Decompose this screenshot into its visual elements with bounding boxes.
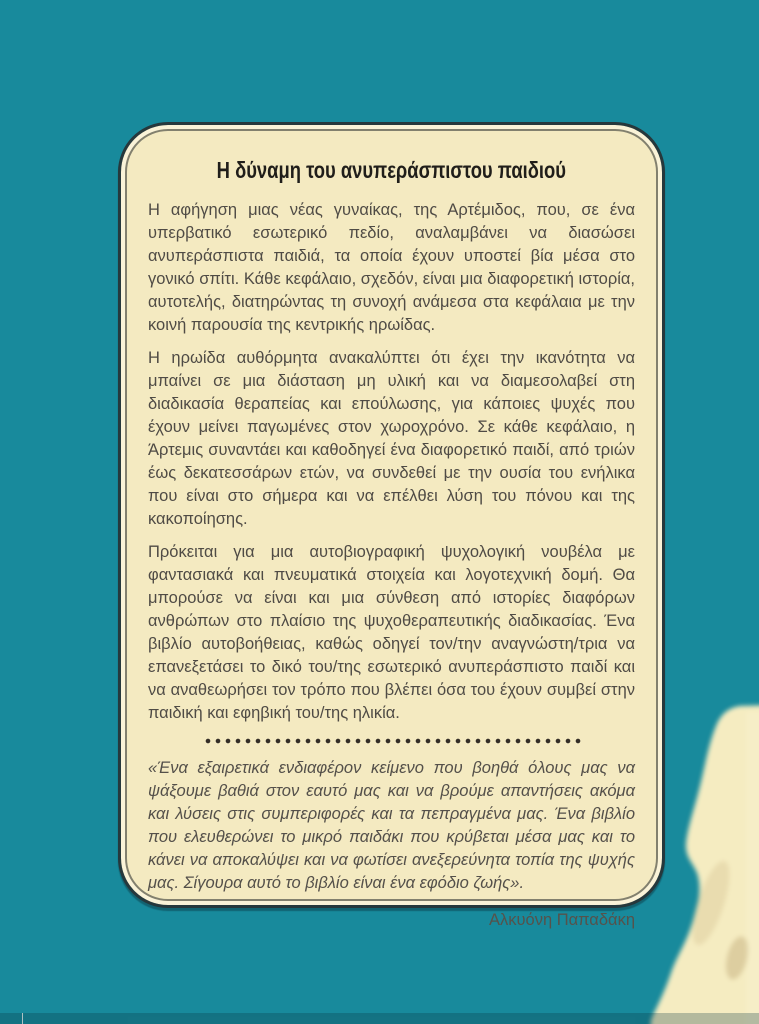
bottom-edge-strip xyxy=(0,1013,759,1024)
blurb-paragraph-1: Η αφήγηση μιας νέας γυναίκας, της Αρτέμιδος, που, σε ένα υπερβατικό εσωτερικό πεδίο, αναλαμβάνει να διασώσει ανυπεράσπιστα παιδιά, τα οποία έχουν υποστεί βία μέσα στο γονικό σπίτι. Κάθε κεφάλαιο, σχεδόν, είναι μια διαφορετική ιστορία, αυτοτελής, διατηρώντας τη συνοχή ανάμεσα στα κεφάλαια με την κοινή παρουσία της κεντρικής ηρωίδας. xyxy=(148,201,635,334)
blurb-paragraph-2: Η ηρωίδα αυθόρμητα ανακαλύπτει ότι έχει την ικανότητα να μπαίνει σε μια διάσταση μη υλική και να διαμεσολαβεί στη διαδικασία θεραπείας και επούλωσης, για κάποιες ψυχές που έχουν μείνει παγωμένες στον χωροχρόνο. Σε κάθε κεφάλαιο, η Άρτεμις συναντάει και καθοδηγεί ένα διαφορετικό παιδί, από τριών έως δεκατεσσάρων ετών, να συνδεθεί με την ουσία του ενήλικα που είναι στο σήμερα και να επέλθει λύση του πόνου και της κακοποίησης. xyxy=(148,349,635,528)
blurb-panel xyxy=(118,122,665,929)
blurb-paragraph-3: Πρόκειται για μια αυτοβιογραφική ψυχολογική νουβέλα με φαντασιακά και πνευματικά στοιχεία και λογοτεχνική δομή. Θα μπορούσε να είναι και μια σύνθεση από ιστορίες διαφόρων ανθρώπων στο πλαίσιο της ψυχοθεραπευτικής διαδικασίας. Ένα βιβλίο αυτοβοήθειας, καθώς οδηγεί τον/την αναγνώστη/τρια να επανεξετάσει το δικό του/της εσωτερικό ανυπεράσπιστο παιδί και να αναθεωρήσει τον τρόπο που βλέπει όσα του έχουν συμβεί στην παιδική και εφηβική του/της ηλικία. xyxy=(148,543,635,722)
review-quote: «Ένα εξαιρετικά ενδιαφέρον κείμενο που βοηθά όλους μας να ψάξουμε βαθιά στον εαυτό μας και να βρούμε απαντήσεις ακόμα και λύσεις στις συμπεριφορές και τα πεπραγμένα μας. Ένα βιβλίο που ελευθερώνει το μικρό παιδάκι που κρύβεται μέσα μας και το κάνει να αποκαλύψει και να φωτίσει ανεξερεύνητα τοπία της ψυχής μας. Σίγουρα αυτό το βιβλίο είναι ένα εφόδιο ζωής». xyxy=(148,759,635,892)
page-title xyxy=(148,149,635,186)
crop-mark xyxy=(22,1013,23,1024)
page-title-text: Η δύναμη του ανυπεράσπιστου παιδιού xyxy=(216,157,567,183)
dotted-separator xyxy=(203,738,581,744)
quote-attribution: Αλκυόνη Παπαδάκη xyxy=(488,911,635,929)
